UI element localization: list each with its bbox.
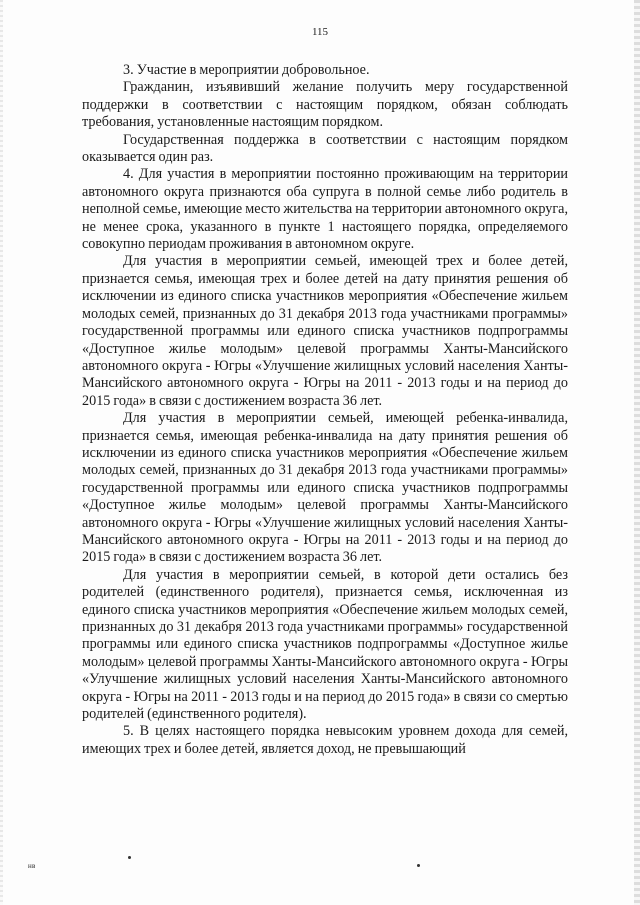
scan-speck: [128, 856, 131, 859]
paragraph-citizen-obligation: Гражданин, изъявивший желание получить меру государственной поддержки в соответствии с настоящим порядком, обязан соблюдать требования, установленные настоящим порядком.: [82, 79, 568, 131]
paragraph-large-family: Для участия в мероприятии семьей, имеющей трех и более детей, признается семья, имеющая трех и более детей на дату принятия решения об исключении из единого списка участников мероприятия «Обеспечение жильем молодых семей, признанных до 31 декабря 2013 года участниками программы» государственной программы или единого списка участников подпрограммы «Доступное жилье молодым» целевой программы Ханты-Мансийского автономного округа - Югры «Улучшение жилищных условий населения Ханты-Мансийского автономного округа - Югры на 2011 - 2013 годы и на период до 2015 года» в связи с достижением возраста 36 лет.: [82, 253, 568, 409]
paragraph-item-5-income: 5. В целях настоящего порядка невысоким уровнем дохода для семей, имеющих трех и более детей, является доход, не превышающий: [82, 723, 568, 757]
scan-edge-right: [634, 0, 640, 905]
paragraph-item-3: 3. Участие в мероприятии добровольное.: [123, 62, 370, 78]
paragraph-support-once: Государственная поддержка в соответствии с настоящим порядком оказывается один раз.: [82, 131, 568, 166]
paragraph-item-4-residence: 4. Для участия в мероприятии постоянно проживающим на территории автономного округа признаются оба супруга в полной семье либо родитель в неполной семье, имеющие место жительства на территории автономного округа, не менее срока, указанного в пункте 1 настоящего порядка, определяемого совокупно периодам проживания в автономном округе.: [82, 166, 568, 253]
scan-edge-left: [0, 0, 3, 905]
page-number: 115: [311, 26, 329, 38]
scan-speck: [417, 864, 420, 867]
document-body: [82, 62, 568, 758]
paragraph-orphaned-children: Для участия в мероприятии семьей, в которой дети остались без родителей (единственного родителя), признается семья, исключенная из единого списка участников мероприятия «Обеспечение жильем молодых семей, признанных до 31 декабря 2013 года участниками программы» государственной программы или единого списка участников подпрограммы «Доступное жилье молодым» целевой программы Ханты-Мансийского автономного округа - Югры «Улучшение жилищных условий населения Ханты-Мансийского автономного округа - Югры на 2011 - 2013 годы и на период до 2015 года» в связи со смертью родителей (единственного родителя).: [82, 566, 568, 723]
paragraph-disabled-child: Для участия в мероприятии семьей, имеющей ребенка-инвалида, признается семья, имеющая ребенка-инвалида на дату принятия решения об исключении из единого списка участников мероприятия «Обеспечение жильем молодых семей, признанных до 31 декабря 2013 года участниками программы» государственной программы или единого списка участников подпрограммы «Доступное жилье молодым» целевой программы Ханты-Мансийского автономного округа - Югры «Улучшение жилищных условий населения Ханты-Мансийского автономного округа - Югры на 2011 - 2013 годы и на период до 2015 года» в связи с достижением возраста 36 лет.: [82, 410, 568, 566]
footer-code: нв: [28, 862, 36, 870]
